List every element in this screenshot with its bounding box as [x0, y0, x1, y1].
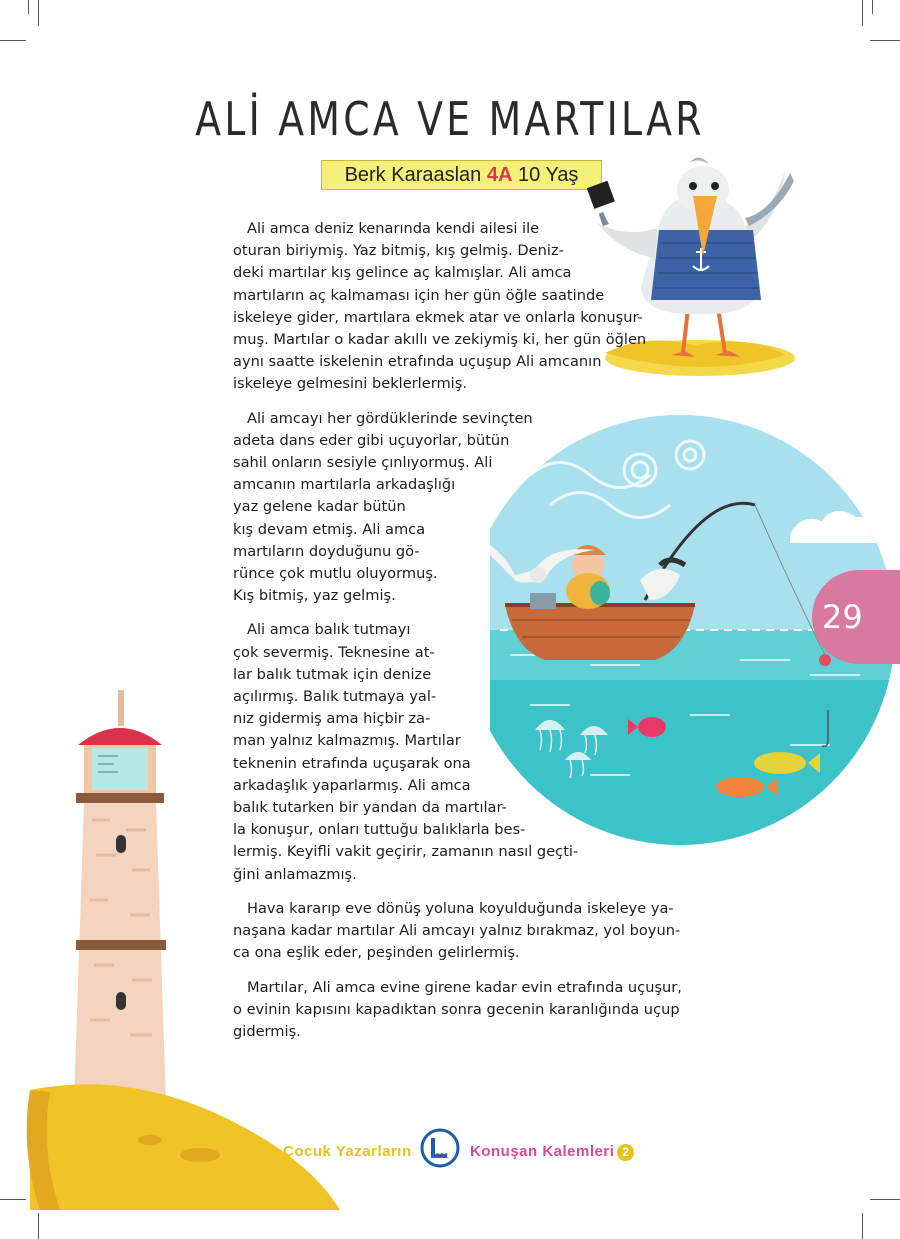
- logo-year: 1951: [431, 1152, 449, 1160]
- author-label: [321, 160, 602, 190]
- crop-mark: [862, 1213, 863, 1239]
- story-line: Hava kararıp eve dönüş yoluna koyulduğunda iskeleye ya-: [247, 899, 674, 917]
- author-class: 4A: [486, 164, 513, 186]
- crop-mark: [0, 40, 26, 41]
- story-line: Kış bitmiş, yaz gelmiş.: [233, 587, 396, 605]
- story-line: amcanın martılarla arkadaşlığı: [233, 476, 456, 494]
- footer-series-right: [470, 1143, 634, 1161]
- story-line: Martılar, Ali amca evine girene kadar evin etrafında uçuşur,: [247, 978, 682, 996]
- series-number-badge: 2: [617, 1144, 634, 1161]
- story-paragraph: [233, 619, 682, 885]
- story-line: balık tutarken bir yandan da martılar-: [233, 799, 507, 817]
- story-line: aynı saatte iskelenin etrafında uçuşup Ali amcanın: [233, 353, 602, 371]
- crop-mark: [870, 1199, 900, 1200]
- story-line: ca ona eşlik eder, peşinden gelirlermiş.: [233, 944, 520, 962]
- footer-series-left: Çocuk Yazarların: [283, 1143, 412, 1160]
- crop-mark: [870, 40, 900, 41]
- story-line: yaz gelene kadar bütün: [233, 498, 406, 516]
- story-line: kış devam etmiş. Ali amca: [233, 520, 426, 538]
- story-line: çok severmiş. Teknesine at-: [233, 643, 435, 661]
- author-name: Berk Karaaslan: [344, 164, 482, 186]
- page-number: 29: [812, 570, 900, 664]
- story-line: lermiş. Keyifli vakit geçirir, zamanın nasıl geçti-: [233, 843, 579, 861]
- story-line: iskeleye gelmesini beklerlermiş.: [233, 375, 467, 393]
- story-line: sahil onların sesiyle çınlıyormuş. Ali: [233, 454, 493, 472]
- crop-mark: [28, 0, 29, 14]
- story-line: la konuşur, onları tuttuğu balıklarla bes-: [233, 821, 526, 839]
- story-line: ğini anlamazmış.: [233, 865, 357, 883]
- crop-mark: [38, 0, 39, 26]
- author-age: 10 Yaş: [518, 164, 579, 186]
- story-line: oturan biriymiş. Yaz bitmiş, kış gelmiş. Deniz-: [233, 242, 564, 260]
- story-line: açılırmış. Balık tutmaya yal-: [233, 688, 437, 706]
- footer-series-title: Konuşan Kalemleri: [470, 1143, 615, 1160]
- crop-mark: [862, 0, 863, 26]
- story-line: man yalnız kalmazmış. Martılar: [233, 732, 461, 750]
- story-line: naşana kadar martılar Ali amcayı yalnız bırakmaz, yol boyun-: [233, 922, 681, 940]
- publisher-logo: [420, 1128, 460, 1168]
- story-line: Ali amcayı her gördüklerinde sevinçten: [247, 409, 533, 427]
- story-line: lar balık tutmak için denize: [233, 665, 432, 683]
- story-line: martıların aç kalmaması için her gün öğle saatinde: [233, 286, 605, 304]
- crop-mark: [38, 1213, 39, 1239]
- story-line: adeta dans eder gibi uçuyorlar, bütün: [233, 431, 510, 449]
- story-line: nız gidermiş ama hiçbir za-: [233, 710, 431, 728]
- story-line: martıların doyduğunu gö-: [233, 542, 420, 560]
- story-paragraph: [233, 898, 682, 965]
- story-line: Ali amca balık tutmayı: [247, 621, 411, 639]
- story-line: teknenin etrafında uçuşarak ona: [233, 754, 471, 772]
- story-text: [233, 218, 682, 1055]
- story-paragraph: [233, 977, 682, 1044]
- story-line: muş. Martılar o kadar akıllı ve zekiymiş ki, her gün öğlen: [233, 331, 647, 349]
- story-line: arkadaşlık yaparlarmış. Ali amca: [233, 776, 471, 794]
- story-line: iskeleye gider, martılara ekmek atar ve onlarla konuşur-: [233, 308, 643, 326]
- page-title: ALİ AMCA VE MARTILAR: [195, 92, 705, 146]
- story-paragraph: [233, 218, 682, 396]
- story-line: Ali amca deniz kenarında kendi ailesi ile: [247, 220, 540, 237]
- story-line: o evinin kapısını kapadıktan sonra gecenin karanlığında uçup: [233, 1000, 680, 1018]
- crop-mark: [872, 0, 873, 14]
- story-line: deki martılar kış gelince aç kalmışlar. Ali amca: [233, 264, 572, 282]
- story-line: rünce çok mutlu oluyormuş.: [233, 565, 438, 583]
- story-line: gidermiş.: [233, 1022, 301, 1040]
- story-paragraph: [233, 408, 682, 608]
